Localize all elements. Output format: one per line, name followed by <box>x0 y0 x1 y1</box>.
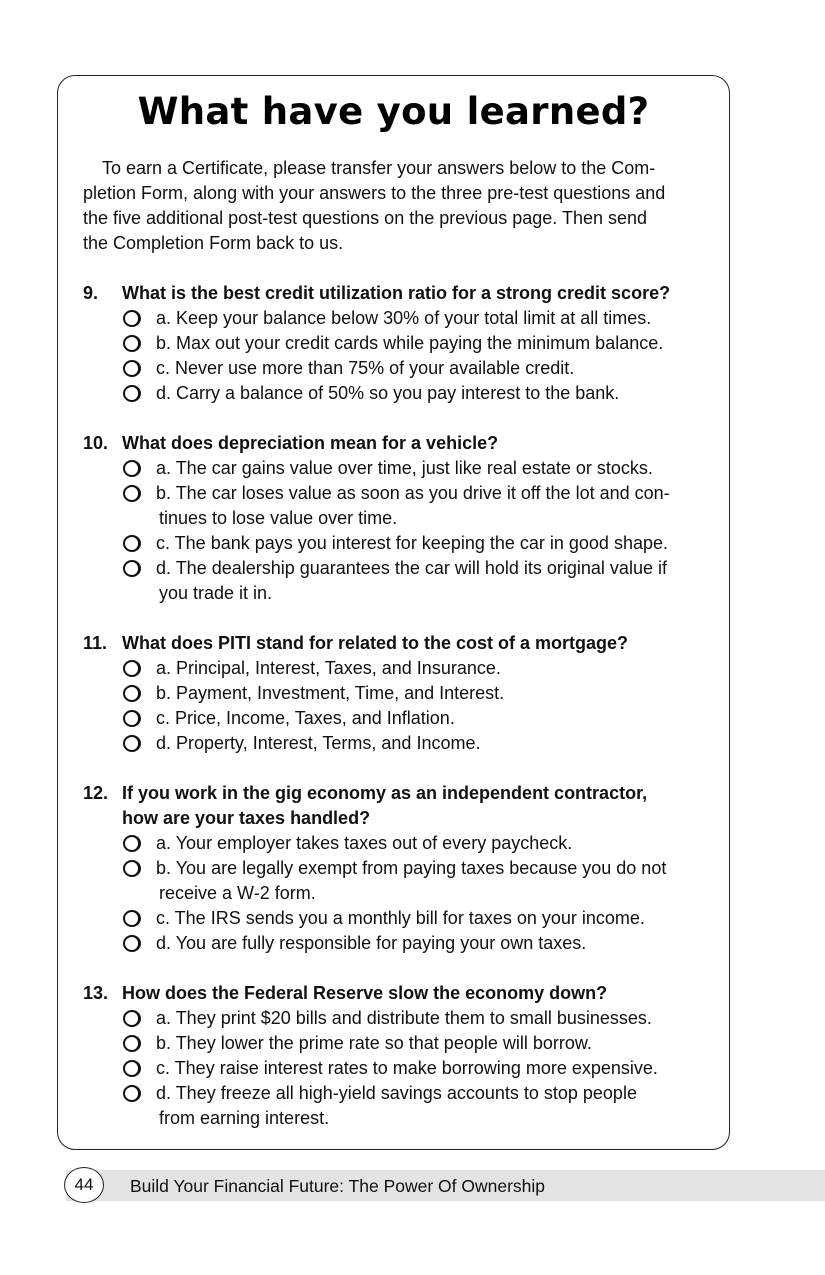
option-text: b. Payment, Investment, Time, and Interest. <box>156 683 505 703</box>
answer-option-d[interactable] <box>83 731 723 756</box>
option-text: a. The car gains value over time, just like real estate or stocks. <box>156 458 653 478</box>
radio-bubble-icon[interactable] <box>123 1035 141 1052</box>
radio-bubble-icon[interactable] <box>123 460 141 477</box>
option-text: b. Max out your credit cards while paying the minimum balance. <box>156 333 664 353</box>
question-text <box>122 981 607 1006</box>
intro-line: the Completion Form back to us. <box>83 233 344 253</box>
radio-bubble-icon[interactable] <box>123 835 141 852</box>
radio-bubble-icon[interactable] <box>123 685 141 702</box>
question-text-line: What does PITI stand for related to the cost of a mortgage? <box>122 633 629 653</box>
question-text <box>122 281 670 306</box>
question-text-line: What does depreciation mean for a vehicle? <box>122 433 499 453</box>
question-11 <box>83 631 723 756</box>
answer-option-b[interactable] <box>83 1031 723 1056</box>
option-text: c. The IRS sends you a monthly bill for taxes on your income. <box>156 908 645 928</box>
option-text-continued: receive a W-2 form. <box>159 883 316 903</box>
option-text-continued: you trade it in. <box>159 583 273 603</box>
option-text: c. Price, Income, Taxes, and Inflation. <box>156 708 455 728</box>
question-heading <box>83 431 723 456</box>
option-text: a. Keep your balance below 30% of your total limit at all times. <box>156 308 652 328</box>
option-text: d. They freeze all high-yield savings accounts to stop people <box>156 1083 637 1103</box>
answer-option-c[interactable] <box>83 356 723 381</box>
option-text: a. They print $20 bills and distribute them to small businesses. <box>156 1008 652 1028</box>
question-text-line: What is the best credit utilization ratio for a strong credit score? <box>122 283 671 303</box>
question-12 <box>83 781 723 956</box>
answer-option-a[interactable] <box>83 306 723 331</box>
option-text: b. They lower the prime rate so that people will borrow. <box>156 1033 592 1053</box>
option-text-continued: from earning interest. <box>159 1108 330 1128</box>
answer-option-a[interactable] <box>83 1006 723 1031</box>
option-text: c. They raise interest rates to make borrowing more expensive. <box>156 1058 658 1078</box>
option-text: b. The car loses value as soon as you drive it off the lot and con- <box>156 483 670 503</box>
footer-book-title: Build Your Financial Future: The Power Of Ownership <box>130 1176 546 1196</box>
radio-bubble-icon[interactable] <box>123 710 141 727</box>
option-text: d. Carry a balance of 50% so you pay interest to the bank. <box>156 383 620 403</box>
question-text-line: If you work in the gig economy as an independent contractor, <box>122 783 648 803</box>
option-text: d. The dealership guarantees the car will hold its original value if <box>156 558 667 578</box>
radio-bubble-icon[interactable] <box>123 1085 141 1102</box>
page-title: What have you learned? <box>137 90 650 133</box>
intro-line: To earn a Certificate, please transfer your answers below to the Com- <box>102 158 656 178</box>
answer-option-a[interactable] <box>83 656 723 681</box>
intro-paragraph <box>83 156 708 256</box>
radio-bubble-icon[interactable] <box>123 910 141 927</box>
answer-option-d[interactable] <box>83 1081 723 1131</box>
radio-bubble-icon[interactable] <box>123 335 141 352</box>
answer-option-a[interactable] <box>83 831 723 856</box>
answer-option-a[interactable] <box>83 456 723 481</box>
radio-bubble-icon[interactable] <box>123 860 141 877</box>
question-heading <box>83 981 723 1006</box>
radio-bubble-icon[interactable] <box>123 535 141 552</box>
radio-bubble-icon[interactable] <box>123 1060 141 1077</box>
option-text: a. Principal, Interest, Taxes, and Insurance. <box>156 658 501 678</box>
answer-option-b[interactable] <box>83 856 723 906</box>
answer-option-c[interactable] <box>83 531 723 556</box>
answer-option-d[interactable] <box>83 381 723 406</box>
question-text <box>122 781 647 831</box>
question-text <box>122 631 628 656</box>
question-number: 9. <box>83 283 99 303</box>
question-9 <box>83 281 723 406</box>
radio-bubble-icon[interactable] <box>123 1010 141 1027</box>
answer-option-c[interactable] <box>83 906 723 931</box>
option-text: b. You are legally exempt from paying taxes because you do not <box>156 858 667 878</box>
radio-bubble-icon[interactable] <box>123 485 141 502</box>
answer-option-b[interactable] <box>83 681 723 706</box>
intro-line: pletion Form, along with your answers to the three pre-test questions and <box>83 183 666 203</box>
option-text: c. Never use more than 75% of your available credit. <box>156 358 575 378</box>
radio-bubble-icon[interactable] <box>123 310 141 327</box>
question-number: 11. <box>83 633 108 653</box>
question-number: 10. <box>83 433 109 453</box>
radio-bubble-icon[interactable] <box>123 360 141 377</box>
radio-bubble-icon[interactable] <box>123 560 141 577</box>
page-number: 44 <box>64 1167 104 1203</box>
answer-option-b[interactable] <box>83 331 723 356</box>
option-text: c. The bank pays you interest for keeping the car in good shape. <box>156 533 668 553</box>
radio-bubble-icon[interactable] <box>123 660 141 677</box>
answer-option-c[interactable] <box>83 706 723 731</box>
option-text: d. You are fully responsible for paying your own taxes. <box>156 933 587 953</box>
question-heading <box>83 281 723 306</box>
question-text <box>122 431 498 456</box>
question-heading <box>83 631 723 656</box>
question-13 <box>83 981 723 1131</box>
option-text: a. Your employer takes taxes out of every paycheck. <box>156 833 573 853</box>
answer-option-c[interactable] <box>83 1056 723 1081</box>
question-10 <box>83 431 723 606</box>
radio-bubble-icon[interactable] <box>123 735 141 752</box>
answer-option-d[interactable] <box>83 556 723 606</box>
option-text-continued: tinues to lose value over time. <box>159 508 398 528</box>
question-text-line: How does the Federal Reserve slow the economy down? <box>122 983 608 1003</box>
question-text-line: how are your taxes handled? <box>122 808 371 828</box>
answer-option-b[interactable] <box>83 481 723 531</box>
question-heading <box>83 781 723 831</box>
question-number: 13. <box>83 983 109 1003</box>
radio-bubble-icon[interactable] <box>123 385 141 402</box>
radio-bubble-icon[interactable] <box>123 935 141 952</box>
intro-line: the five additional post-test questions on the previous page. Then send <box>83 208 648 228</box>
option-text: d. Property, Interest, Terms, and Income. <box>156 733 481 753</box>
answer-option-d[interactable] <box>83 931 723 956</box>
question-number: 12. <box>83 783 109 803</box>
